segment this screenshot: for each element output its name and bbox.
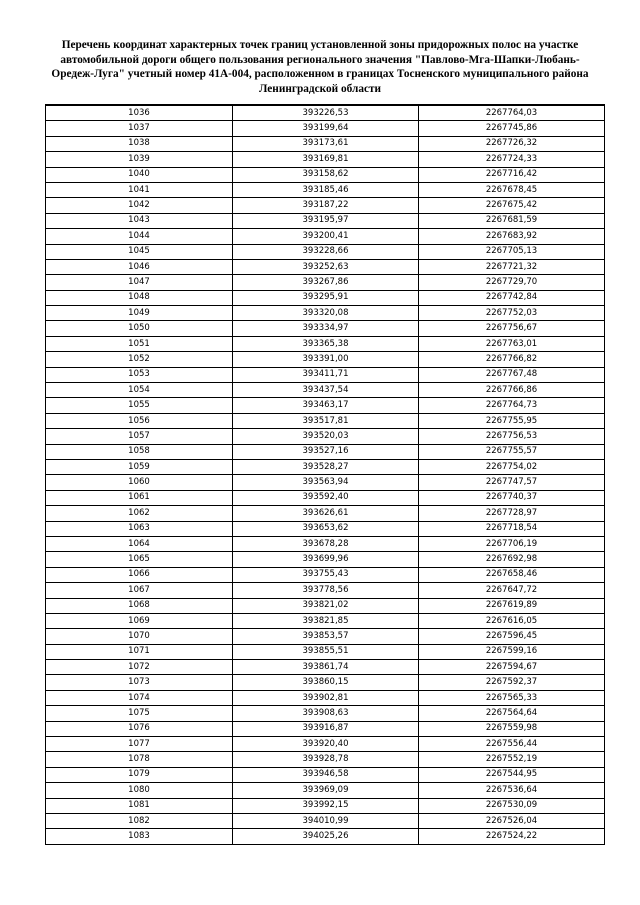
- table-row: [46, 459, 605, 474]
- x-coordinate-cell: 393528,27: [233, 459, 419, 474]
- point-number-cell: 1065: [46, 552, 233, 567]
- x-coordinate-cell: 393195,97: [233, 213, 419, 228]
- table-row: [46, 321, 605, 336]
- x-coordinate-cell: 393520,03: [233, 429, 419, 444]
- table-row: [46, 798, 605, 813]
- table-row: [46, 767, 605, 782]
- y-coordinate-cell: 2267556,44: [419, 737, 605, 752]
- table-row: [46, 521, 605, 536]
- x-coordinate-cell: 393252,63: [233, 259, 419, 274]
- point-number-cell: 1077: [46, 737, 233, 752]
- point-number-cell: 1062: [46, 506, 233, 521]
- point-number-cell: 1081: [46, 798, 233, 813]
- table-row: [46, 352, 605, 367]
- table-row: [46, 660, 605, 675]
- x-coordinate-cell: 393908,63: [233, 706, 419, 721]
- point-number-cell: 1074: [46, 690, 233, 705]
- y-coordinate-cell: 2267742,84: [419, 290, 605, 305]
- table-row: [46, 336, 605, 351]
- y-coordinate-cell: 2267552,19: [419, 752, 605, 767]
- table-row: [46, 737, 605, 752]
- point-number-cell: 1083: [46, 829, 233, 844]
- point-number-cell: 1043: [46, 213, 233, 228]
- x-coordinate-cell: 393320,08: [233, 306, 419, 321]
- y-coordinate-cell: 2267559,98: [419, 721, 605, 736]
- x-coordinate-cell: 393527,16: [233, 444, 419, 459]
- table-row: [46, 259, 605, 274]
- x-coordinate-cell: 393563,94: [233, 475, 419, 490]
- point-number-cell: 1070: [46, 629, 233, 644]
- point-number-cell: 1066: [46, 567, 233, 582]
- point-number-cell: 1079: [46, 767, 233, 782]
- point-number-cell: 1072: [46, 660, 233, 675]
- y-coordinate-cell: 2267675,42: [419, 198, 605, 213]
- coordinates-table-body: [46, 105, 605, 844]
- point-number-cell: 1055: [46, 398, 233, 413]
- x-coordinate-cell: 393226,53: [233, 105, 419, 121]
- point-number-cell: 1038: [46, 136, 233, 151]
- x-coordinate-cell: 393437,54: [233, 383, 419, 398]
- point-number-cell: 1050: [46, 321, 233, 336]
- point-number-cell: 1063: [46, 521, 233, 536]
- x-coordinate-cell: 393916,87: [233, 721, 419, 736]
- x-coordinate-cell: 393928,78: [233, 752, 419, 767]
- y-coordinate-cell: 2267752,03: [419, 306, 605, 321]
- x-coordinate-cell: 393969,09: [233, 783, 419, 798]
- x-coordinate-cell: 393778,56: [233, 583, 419, 598]
- y-coordinate-cell: 2267729,70: [419, 275, 605, 290]
- table-row: [46, 536, 605, 551]
- table-row: [46, 629, 605, 644]
- y-coordinate-cell: 2267755,57: [419, 444, 605, 459]
- x-coordinate-cell: 393185,46: [233, 182, 419, 197]
- x-coordinate-cell: 393821,02: [233, 598, 419, 613]
- table-row: [46, 306, 605, 321]
- y-coordinate-cell: 2267745,86: [419, 121, 605, 136]
- x-coordinate-cell: 393463,17: [233, 398, 419, 413]
- y-coordinate-cell: 2267599,16: [419, 644, 605, 659]
- point-number-cell: 1076: [46, 721, 233, 736]
- x-coordinate-cell: 393946,58: [233, 767, 419, 782]
- x-coordinate-cell: 393592,40: [233, 490, 419, 505]
- table-row: [46, 506, 605, 521]
- point-number-cell: 1037: [46, 121, 233, 136]
- table-row: [46, 752, 605, 767]
- x-coordinate-cell: 393678,28: [233, 536, 419, 551]
- point-number-cell: 1052: [46, 352, 233, 367]
- x-coordinate-cell: 393755,43: [233, 567, 419, 582]
- y-coordinate-cell: 2267692,98: [419, 552, 605, 567]
- y-coordinate-cell: 2267755,95: [419, 413, 605, 428]
- y-coordinate-cell: 2267681,59: [419, 213, 605, 228]
- table-row: [46, 413, 605, 428]
- y-coordinate-cell: 2267726,32: [419, 136, 605, 151]
- point-number-cell: 1064: [46, 536, 233, 551]
- point-number-cell: 1041: [46, 182, 233, 197]
- point-number-cell: 1058: [46, 444, 233, 459]
- y-coordinate-cell: 2267544,95: [419, 767, 605, 782]
- y-coordinate-cell: 2267683,92: [419, 229, 605, 244]
- document-title: Перечень координат характерных точек границ установленной зоны придорожных полос на участке автомобильной дороги общего пользования регионального значения "Павлово-Мга-Шапки-Любань-Оредеж-Луга" учетный номер 41А-004, расположенном в границах Тосненского муниципального района Ленинградской области: [51, 39, 589, 95]
- y-coordinate-cell: 2267728,97: [419, 506, 605, 521]
- point-number-cell: 1080: [46, 783, 233, 798]
- table-row: [46, 367, 605, 382]
- table-row: [46, 398, 605, 413]
- point-number-cell: 1078: [46, 752, 233, 767]
- y-coordinate-cell: 2267747,57: [419, 475, 605, 490]
- table-row: [46, 275, 605, 290]
- table-row: [46, 567, 605, 582]
- table-row: [46, 429, 605, 444]
- table-row: [46, 167, 605, 182]
- x-coordinate-cell: 393158,62: [233, 167, 419, 182]
- x-coordinate-cell: 393334,97: [233, 321, 419, 336]
- table-row: [46, 706, 605, 721]
- x-coordinate-cell: 393200,41: [233, 229, 419, 244]
- y-coordinate-cell: 2267594,67: [419, 660, 605, 675]
- x-coordinate-cell: 393267,86: [233, 275, 419, 290]
- table-row: [46, 613, 605, 628]
- y-coordinate-cell: 2267565,33: [419, 690, 605, 705]
- y-coordinate-cell: 2267721,32: [419, 259, 605, 274]
- point-number-cell: 1068: [46, 598, 233, 613]
- y-coordinate-cell: 2267763,01: [419, 336, 605, 351]
- y-coordinate-cell: 2267766,82: [419, 352, 605, 367]
- point-number-cell: 1039: [46, 152, 233, 167]
- y-coordinate-cell: 2267619,89: [419, 598, 605, 613]
- y-coordinate-cell: 2267526,04: [419, 813, 605, 828]
- point-number-cell: 1073: [46, 675, 233, 690]
- x-coordinate-cell: 393992,15: [233, 798, 419, 813]
- point-number-cell: 1036: [46, 105, 233, 121]
- x-coordinate-cell: 393295,91: [233, 290, 419, 305]
- table-row: [46, 182, 605, 197]
- point-number-cell: 1047: [46, 275, 233, 290]
- table-row: [46, 290, 605, 305]
- x-coordinate-cell: 394025,26: [233, 829, 419, 844]
- point-number-cell: 1056: [46, 413, 233, 428]
- table-row: [46, 229, 605, 244]
- point-number-cell: 1040: [46, 167, 233, 182]
- table-row: [46, 121, 605, 136]
- y-coordinate-cell: 2267716,42: [419, 167, 605, 182]
- y-coordinate-cell: 2267718,54: [419, 521, 605, 536]
- y-coordinate-cell: 2267724,33: [419, 152, 605, 167]
- table-row: [46, 198, 605, 213]
- x-coordinate-cell: 393626,61: [233, 506, 419, 521]
- point-number-cell: 1045: [46, 244, 233, 259]
- point-number-cell: 1071: [46, 644, 233, 659]
- table-row: [46, 829, 605, 844]
- y-coordinate-cell: 2267524,22: [419, 829, 605, 844]
- point-number-cell: 1061: [46, 490, 233, 505]
- y-coordinate-cell: 2267596,45: [419, 629, 605, 644]
- table-row: [46, 675, 605, 690]
- x-coordinate-cell: 393860,15: [233, 675, 419, 690]
- point-number-cell: 1054: [46, 383, 233, 398]
- table-row: [46, 244, 605, 259]
- x-coordinate-cell: 393861,74: [233, 660, 419, 675]
- table-row: [46, 552, 605, 567]
- point-number-cell: 1051: [46, 336, 233, 351]
- table-row: [46, 383, 605, 398]
- y-coordinate-cell: 2267754,02: [419, 459, 605, 474]
- point-number-cell: 1059: [46, 459, 233, 474]
- table-row: [46, 721, 605, 736]
- y-coordinate-cell: 2267678,45: [419, 182, 605, 197]
- y-coordinate-cell: 2267616,05: [419, 613, 605, 628]
- point-number-cell: 1044: [46, 229, 233, 244]
- x-coordinate-cell: 394010,99: [233, 813, 419, 828]
- point-number-cell: 1069: [46, 613, 233, 628]
- y-coordinate-cell: 2267756,53: [419, 429, 605, 444]
- x-coordinate-cell: 393855,51: [233, 644, 419, 659]
- y-coordinate-cell: 2267764,73: [419, 398, 605, 413]
- y-coordinate-cell: 2267766,86: [419, 383, 605, 398]
- x-coordinate-cell: 393173,61: [233, 136, 419, 151]
- point-number-cell: 1082: [46, 813, 233, 828]
- x-coordinate-cell: 393391,00: [233, 352, 419, 367]
- point-number-cell: 1067: [46, 583, 233, 598]
- x-coordinate-cell: 393199,64: [233, 121, 419, 136]
- x-coordinate-cell: 393853,57: [233, 629, 419, 644]
- y-coordinate-cell: 2267530,09: [419, 798, 605, 813]
- y-coordinate-cell: 2267705,13: [419, 244, 605, 259]
- point-number-cell: 1060: [46, 475, 233, 490]
- y-coordinate-cell: 2267756,67: [419, 321, 605, 336]
- table-row: [46, 490, 605, 505]
- y-coordinate-cell: 2267647,72: [419, 583, 605, 598]
- y-coordinate-cell: 2267764,03: [419, 105, 605, 121]
- table-row: [46, 444, 605, 459]
- y-coordinate-cell: 2267592,37: [419, 675, 605, 690]
- x-coordinate-cell: 393187,22: [233, 198, 419, 213]
- point-number-cell: 1042: [46, 198, 233, 213]
- table-row: [46, 783, 605, 798]
- table-row: [46, 475, 605, 490]
- table-row: [46, 136, 605, 151]
- point-number-cell: 1048: [46, 290, 233, 305]
- table-row: [46, 644, 605, 659]
- x-coordinate-cell: 393821,85: [233, 613, 419, 628]
- x-coordinate-cell: 393517,81: [233, 413, 419, 428]
- point-number-cell: 1046: [46, 259, 233, 274]
- x-coordinate-cell: 393699,96: [233, 552, 419, 567]
- table-row: [46, 583, 605, 598]
- point-number-cell: 1057: [46, 429, 233, 444]
- x-coordinate-cell: 393653,62: [233, 521, 419, 536]
- table-row: [46, 690, 605, 705]
- y-coordinate-cell: 2267706,19: [419, 536, 605, 551]
- x-coordinate-cell: 393228,66: [233, 244, 419, 259]
- point-number-cell: 1049: [46, 306, 233, 321]
- table-row: [46, 105, 605, 121]
- x-coordinate-cell: 393902,81: [233, 690, 419, 705]
- y-coordinate-cell: 2267564,64: [419, 706, 605, 721]
- table-row: [46, 813, 605, 828]
- y-coordinate-cell: 2267740,37: [419, 490, 605, 505]
- x-coordinate-cell: 393411,71: [233, 367, 419, 382]
- x-coordinate-cell: 393169,81: [233, 152, 419, 167]
- x-coordinate-cell: 393920,40: [233, 737, 419, 752]
- point-number-cell: 1053: [46, 367, 233, 382]
- coordinates-table: [45, 104, 605, 845]
- table-row: [46, 152, 605, 167]
- y-coordinate-cell: 2267658,46: [419, 567, 605, 582]
- point-number-cell: 1075: [46, 706, 233, 721]
- y-coordinate-cell: 2267767,48: [419, 367, 605, 382]
- table-row: [46, 213, 605, 228]
- y-coordinate-cell: 2267536,64: [419, 783, 605, 798]
- x-coordinate-cell: 393365,38: [233, 336, 419, 351]
- table-row: [46, 598, 605, 613]
